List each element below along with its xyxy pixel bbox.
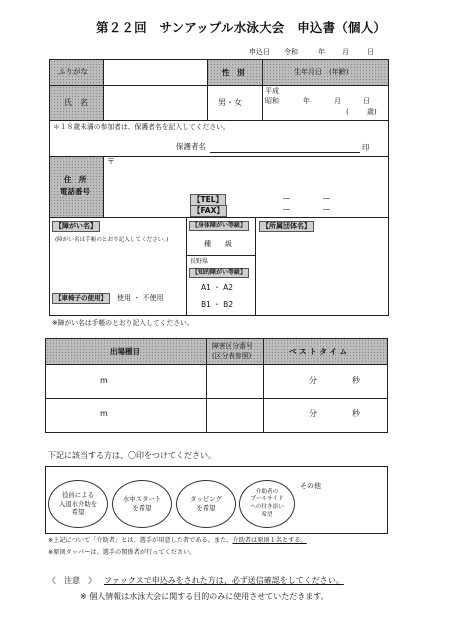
event-row-1-sec[interactable]: 秒 xyxy=(352,376,360,385)
birth-year: 年 xyxy=(303,97,310,105)
organization-field[interactable] xyxy=(258,235,386,313)
caution-emphasis: 必ず送信確認をしてください。 xyxy=(231,576,344,585)
guardian-note: ＊１８歳未満の参加者は、保護者名を記入してください。 xyxy=(53,123,230,131)
birth-month: 月 xyxy=(334,97,341,105)
birth-label: 生年月日 (年齢) xyxy=(294,68,349,76)
postal-mark: 〒 xyxy=(107,157,115,166)
tel-dash-2: ― xyxy=(323,194,330,202)
date-era: 令和 xyxy=(284,48,298,56)
fax-dash-2: ― xyxy=(323,205,330,213)
event-row-2-sec[interactable]: 秒 xyxy=(352,409,360,418)
disability-note: ※障がい名は手帳のとおり記入してください。 xyxy=(52,319,194,327)
footnote-caregiver-rule: 介助者は原則１名とする。 xyxy=(232,537,307,544)
request-intro: 下記に該当する方は、〇印をつけてください。 xyxy=(48,451,216,460)
caution-text: ファックスで申込みをされた方は、 xyxy=(104,576,232,585)
wheelchair-label: 【車椅子の使用】 xyxy=(52,293,110,304)
tel-label: 【TEL】 xyxy=(190,194,226,206)
footnote-tapper: ※原則タッパーは、選手の関係者が行ってください。 xyxy=(48,549,196,556)
date-day: 日 xyxy=(367,48,374,56)
birth-era-heisei[interactable]: 平成 xyxy=(265,87,279,95)
intellectual-grade-label: 【知的障がい等級】 xyxy=(189,268,249,278)
application-date-label: 申込日 xyxy=(249,48,270,56)
event-row-1-unit[interactable]: m xyxy=(100,376,108,385)
fax-label: 【FAX】 xyxy=(190,205,227,217)
guardian-name-line[interactable] xyxy=(210,152,360,153)
date-year: 年 xyxy=(318,48,325,56)
caution-open: 《 xyxy=(48,576,56,585)
phone-label: 電話番号 xyxy=(60,187,90,196)
caution-label: 注意 xyxy=(64,576,80,585)
gender-label: 性 別 xyxy=(222,68,245,77)
tel-dash-1: ― xyxy=(283,194,290,202)
birth-era-showa[interactable]: 昭和 xyxy=(265,97,279,105)
request-option-tapping[interactable]: タッピング を希望 xyxy=(176,480,236,528)
furigana-label: ふりがな xyxy=(58,67,88,76)
request-option-entry-exit-help[interactable]: 役員による 入退水介助を 希望 xyxy=(48,480,108,528)
request-other-field[interactable] xyxy=(298,492,384,530)
col-best-header: ベ ス ト タ イ ム xyxy=(289,347,348,356)
grade-a-options[interactable]: A1 ・ A2 xyxy=(201,283,234,292)
furigana-field[interactable] xyxy=(104,60,206,85)
col-class-header: 障害区分番号 xyxy=(212,342,253,350)
event-row-2-min[interactable]: 分 xyxy=(309,409,317,418)
guardian-seal: 印 xyxy=(362,143,370,152)
wheelchair-options[interactable]: 使用 ・ 不使用 xyxy=(117,294,164,302)
event-row-2-unit[interactable]: m xyxy=(100,409,108,418)
page-title: 第２２回 サンアップル水泳大会 申込書（個人） xyxy=(96,20,387,35)
request-other-label: その他 xyxy=(300,482,321,490)
guardian-label: 保護者名 xyxy=(176,142,206,151)
disability-name-field[interactable] xyxy=(52,248,182,288)
physical-grade-label: 【身体障がい等級】 xyxy=(189,221,249,231)
gender-options[interactable]: 男・女 xyxy=(218,98,242,107)
request-option-water-start[interactable]: 水中スタート を希望 xyxy=(112,480,172,528)
col-class-subheader: (区分表参照) xyxy=(212,352,252,360)
disability-name-label: 【障がい名】 xyxy=(52,221,100,232)
col-event-header: 出場種目 xyxy=(110,347,140,356)
privacy-note: ※ 個人情報は水泳大会に関する目的のみに使用させていただきます。 xyxy=(80,592,329,601)
caution-close: 》 xyxy=(88,576,96,585)
fax-dash-1: ― xyxy=(283,205,290,213)
caution-line xyxy=(48,577,344,585)
organization-label: 【所属団体名】 xyxy=(259,221,314,232)
request-option-poolside-escort[interactable]: 介助者の プールサイド への付き添い 希望 xyxy=(239,480,295,528)
age-paren-open: ( xyxy=(346,108,349,116)
footnote-caregiver xyxy=(48,538,307,544)
birth-day: 日 xyxy=(363,97,370,105)
grade-b-options[interactable]: B1 ・ B2 xyxy=(201,300,234,309)
disability-name-hint: (障がい名は手帳のとおり記入してください。) xyxy=(55,237,169,243)
physical-grade-value[interactable]: 種 級 xyxy=(204,240,232,248)
address-label: 住 所 xyxy=(64,175,87,184)
name-field[interactable] xyxy=(104,86,206,120)
address-field[interactable] xyxy=(115,158,385,192)
event-row-1-min[interactable]: 分 xyxy=(309,376,317,385)
date-month: 月 xyxy=(342,48,349,56)
footnote-caregiver-text: ※上記について「介助者」とは、選手が用意した者である。また、 xyxy=(48,537,233,544)
prefecture-label: 長野県 xyxy=(190,258,209,265)
name-label: 氏 名 xyxy=(64,98,88,107)
age-suffix: 歳) xyxy=(367,108,377,116)
